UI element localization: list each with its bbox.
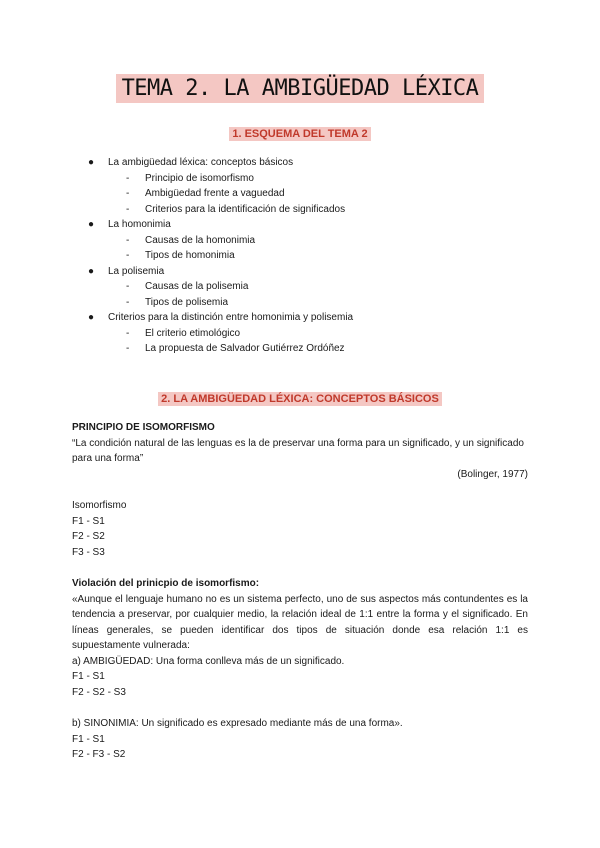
isomorphism-label: Isomorfismo	[72, 500, 127, 511]
outline-item-label: La homonimia	[108, 219, 171, 230]
bullet-icon: ●	[88, 312, 95, 323]
dash-icon: -	[126, 188, 130, 199]
outline-subitem-label: Causas de la polisemia	[145, 281, 249, 292]
outline-subitem-label: Tipos de homonimia	[145, 250, 235, 261]
synonymy-block	[72, 716, 528, 763]
page-title: TEMA 2. LA AMBIGÜEDAD LÉXICA	[116, 74, 485, 103]
dash-icon: -	[126, 234, 130, 246]
citation: (Bolinger, 1977)	[457, 468, 528, 480]
ambiguity-line: a) AMBIGÜEDAD: Una forma conlleva más de un significado.	[72, 655, 345, 667]
dash-icon: -	[126, 343, 130, 354]
dash-icon: -	[126, 250, 130, 261]
bullet-icon: ●	[88, 157, 95, 168]
outline-item-label: La ambigüedad léxica: conceptos básicos	[108, 157, 294, 168]
outline-subitem-label: Ambigüedad frente a vaguedad	[145, 188, 285, 199]
dash-icon: -	[126, 296, 130, 308]
quote-text: “La condición natural de las lenguas es la de preservar una forma para un significado, y un significado para una forma”	[72, 437, 524, 464]
principle-block	[72, 420, 528, 482]
outline-subitem-label: Causas de la homonimia	[145, 234, 256, 246]
section2-heading-wrap	[0, 389, 600, 407]
outline-subitem-label: El criterio etimológico	[145, 327, 241, 339]
bullet-icon: ●	[88, 219, 95, 230]
pair-line: F1 - S1	[72, 671, 105, 682]
violation-text: «Aunque el lenguaje humano no es un sistema perfecto, uno de sus aspectos más contundentes es la tendencia a preservar, por cualquier medio, la relación ideal de 1:1 entre la forma y el significado. En líneas generales, se pueden identificar dos tipos de situación donde esa relación 1:1 es supuestamente vulnerada:	[72, 593, 528, 651]
title-wrap	[0, 74, 600, 103]
dash-icon: -	[126, 172, 130, 184]
dash-icon: -	[126, 203, 130, 215]
pair-line: F3 - S3	[72, 546, 105, 558]
pair-line: F1 - S1	[72, 515, 105, 527]
pair-line: F1 - S1	[72, 733, 105, 745]
outline-item-label: Criterios para la distinción entre homonimia y polisemia	[108, 312, 354, 323]
violation-heading: Violación del prinicpio de isomorfismo:	[72, 578, 260, 589]
dash-icon: -	[126, 327, 130, 339]
principle-heading: PRINCIPIO DE ISOMORFISMO	[72, 422, 215, 433]
outline-subitem-label: La propuesta de Salvador Gutiérrez Ordóñez	[145, 343, 345, 354]
pair-line: F2 - F3 - S2	[72, 749, 126, 760]
synonymy-line: b) SINONIMIA: Un significado es expresado mediante más de una forma».	[72, 718, 403, 729]
section1-heading: 1. ESQUEMA DEL TEMA 2	[229, 127, 370, 141]
pair-line: F2 - S2	[72, 531, 105, 542]
pair-line: F2 - S2 - S3	[72, 686, 126, 698]
outline-subitem-label: Criterios para la identificación de significados	[145, 203, 346, 215]
violation-block	[72, 576, 528, 700]
isomorphism-block	[72, 498, 528, 560]
bullet-icon: ●	[88, 265, 95, 277]
outline-subitem-label: Principio de isomorfismo	[145, 172, 254, 184]
outline-subitem-label: Tipos de polisemia	[145, 296, 229, 308]
dash-icon: -	[126, 281, 130, 292]
outline-item-label: La polisemia	[108, 265, 165, 277]
section2-heading: 2. LA AMBIGÜEDAD LÉXICA: CONCEPTOS BÁSICOS	[158, 392, 442, 406]
section1-heading-wrap	[0, 124, 600, 142]
